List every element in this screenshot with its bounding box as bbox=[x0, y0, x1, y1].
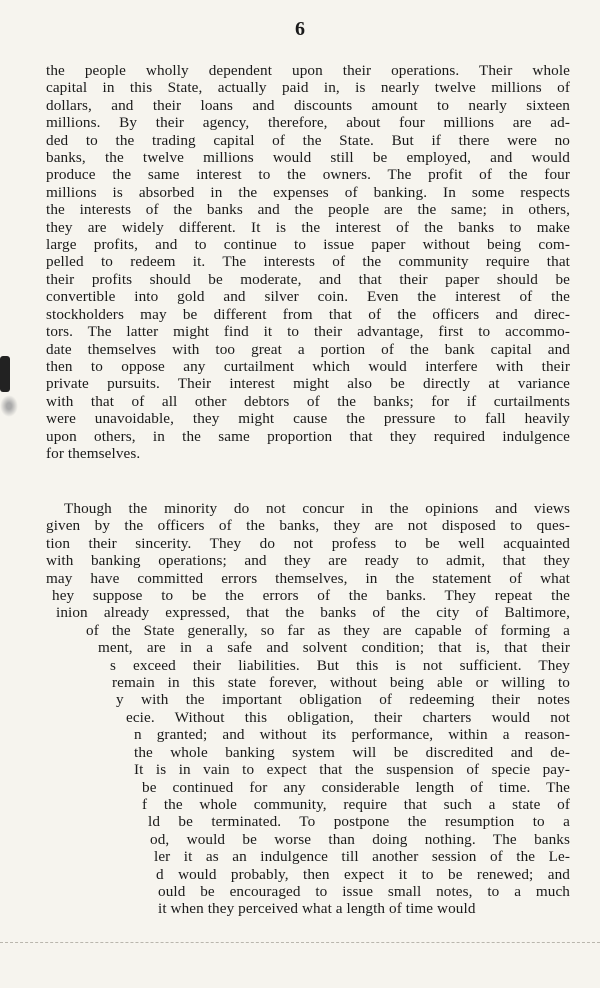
text-line: dollars, and their loans and discounts amount to nearly sixteen bbox=[46, 96, 570, 114]
paragraph-1 bbox=[46, 62, 570, 462]
paragraph-2 bbox=[46, 500, 570, 918]
text-line: the interests of the banks and the people are the same; in others, bbox=[46, 201, 570, 219]
text-line: remain in this state forever, without being able or willing to bbox=[112, 674, 570, 692]
text-line: the people wholly dependent upon their operations. Their whole bbox=[46, 62, 570, 79]
edge-ink-mark bbox=[0, 356, 10, 392]
text-line: ler it as an indulgence till another session of the Le- bbox=[154, 848, 570, 866]
text-line: large profits, and to continue to issue paper without being com- bbox=[46, 236, 570, 254]
text-line: date themselves with too great a portion of the bank capital and bbox=[46, 340, 570, 358]
text-line: millions. By their agency, therefore, about four millions are ad- bbox=[46, 114, 570, 132]
text-line: millions is absorbed in the expenses of banking. In some respects bbox=[46, 183, 570, 201]
text-line: d would probably, then expect it to be renewed; and bbox=[156, 865, 570, 883]
text-line: stockholders may be different from that of the officers and direc- bbox=[46, 305, 570, 323]
text-line: be continued for any considerable length of time. The bbox=[142, 778, 570, 796]
text-line: pelled to redeem it. The interests of the community require that bbox=[46, 253, 570, 271]
text-line: tors. The latter might find it to their advantage, first to accommo- bbox=[46, 323, 570, 341]
text-line: private pursuits. Their interest might also be directly at variance bbox=[46, 375, 570, 393]
text-line: od, would be worse than doing nothing. The banks bbox=[150, 830, 570, 848]
text-line: ded to the trading capital of the State. But if there were no bbox=[46, 131, 570, 149]
text-line: n granted; and without its performance, within a reason- bbox=[134, 726, 570, 744]
text-line: the whole banking system will be discredited and de- bbox=[134, 743, 570, 761]
text-line: y with the important obligation of redeeming their notes bbox=[116, 691, 570, 709]
text-line: of the State generally, so far as they are capable of forming a bbox=[86, 621, 570, 639]
text-line: with banking operations; and they are ready to admit, that they bbox=[46, 552, 570, 570]
text-line: produce the same interest to the owners. The profit of the four bbox=[46, 166, 570, 184]
text-line: then to oppose any curtailment which would interfere with their bbox=[46, 357, 570, 375]
text-line: upon others, in the same proportion that they required indulgence bbox=[46, 427, 570, 445]
text-line: inion already expressed, that the banks of the city of Baltimore, bbox=[56, 604, 570, 622]
text-line: hey suppose to be the errors of the banks. They repeat the bbox=[52, 587, 570, 605]
text-line: with that of all other debtors of the banks; for if curtailments bbox=[46, 392, 570, 410]
text-line: ment, are in a safe and solvent condition; that is, that their bbox=[98, 639, 570, 657]
page-bottom-edge bbox=[0, 942, 600, 944]
text-line: ecie. Without this obligation, their charters would not bbox=[126, 708, 570, 726]
text-line: Though the minority do not concur in the opinions and views bbox=[64, 500, 570, 517]
text-line: were unavoidable, they might cause the pressure to fall heavily bbox=[46, 410, 570, 428]
text-line: tion their sincerity. They do not profess to be well acquainted bbox=[46, 534, 570, 552]
edge-smudge bbox=[0, 395, 18, 417]
text-line: It is in vain to expect that the suspension of specie pay- bbox=[134, 761, 570, 779]
text-line: s exceed their liabilities. But this is not sufficient. They bbox=[110, 656, 570, 674]
text-line: it when they perceived what a length of time would bbox=[158, 900, 476, 918]
text-line: f the whole community, require that such a state of bbox=[142, 795, 570, 813]
text-line: their profits should be moderate, and that their paper should be bbox=[46, 270, 570, 288]
text-line: banks, the twelve millions would still be employed, and would bbox=[46, 149, 570, 167]
text-line: convertible into gold and silver coin. Even the interest of the bbox=[46, 288, 570, 306]
page-number: 6 bbox=[295, 18, 305, 40]
text-line: ould be encouraged to issue small notes, to a much bbox=[158, 882, 570, 900]
text-line: for themselves. bbox=[46, 444, 141, 462]
text-line: they are widely different. It is the interest of the banks to make bbox=[46, 218, 570, 236]
text-line: ld be terminated. To postpone the resumption to a bbox=[148, 813, 570, 831]
text-line: given by the officers of the banks, they are not disposed to ques- bbox=[46, 517, 570, 535]
text-line: capital in this State, actually paid in, is nearly twelve millions of bbox=[46, 79, 570, 97]
text-line: may have committed errors themselves, in the statement of what bbox=[46, 569, 570, 587]
